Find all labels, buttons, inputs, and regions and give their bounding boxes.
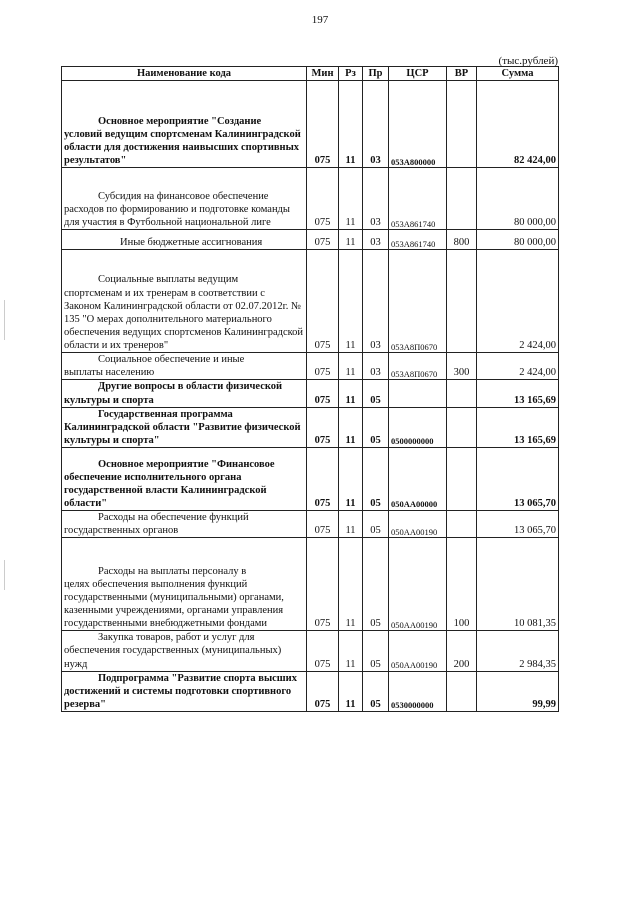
table-row (62, 230, 559, 250)
table-header-row (62, 67, 559, 81)
header-pr: Пр (363, 67, 389, 81)
row-sum: 13 165,69 (477, 407, 559, 447)
page-number: 197 (311, 14, 329, 26)
row-min: 075 (307, 81, 339, 168)
table-row (62, 380, 559, 407)
table-row (62, 353, 559, 380)
row-name (62, 448, 307, 511)
row-name-first-line: Расходы на обеспечение функций (98, 512, 249, 523)
row-pr: 05 (363, 538, 389, 631)
row-vr (447, 407, 477, 447)
row-vr: 200 (447, 631, 477, 671)
row-name-rest: выплаты населению (64, 367, 155, 379)
row-rz: 11 (339, 250, 363, 353)
row-name-rest: достижений и системы подготовки спортивного резерва" (64, 685, 292, 710)
row-name-first-line: Расходы на выплаты персоналу в (98, 565, 247, 577)
row-name-rest: условий ведущим спортсменам Калининградской области для достижения наивысших спортивных результатов" (64, 128, 301, 166)
table-row (62, 448, 559, 511)
row-name (62, 407, 307, 447)
row-vr (447, 671, 477, 711)
row-sum: 10 081,35 (477, 538, 559, 631)
row-name-rest: расходов по формированию и подготовке команды для участия в Футбольной национальной лиге (64, 203, 290, 228)
header-vr: ВР (447, 67, 477, 81)
row-vr (447, 380, 477, 407)
row-rz: 11 (339, 168, 363, 230)
row-vr (447, 250, 477, 353)
row-vr: 100 (447, 538, 477, 631)
row-pr: 05 (363, 631, 389, 671)
row-name-first-line: Другие вопросы в области физической (98, 381, 283, 393)
row-name-rest: спортсменам и их тренерам в соответствии с Законом Калининградской области от 02.07.2012г. № 135 "О мерах дополнительного материального обеспечения ведущих спортсменов Калининградской области и их тренеров" (64, 287, 304, 351)
row-csr (389, 380, 447, 407)
row-rz: 11 (339, 511, 363, 538)
row-sum: 80 000,00 (477, 230, 559, 250)
table-row (62, 538, 559, 631)
scan-margin-mark (4, 300, 5, 340)
row-rz: 11 (339, 407, 363, 447)
row-vr (447, 168, 477, 230)
row-sum: 80 000,00 (477, 168, 559, 230)
row-min: 075 (307, 538, 339, 631)
row-min: 075 (307, 380, 339, 407)
row-pr: 05 (363, 407, 389, 447)
row-name-rest: государственных органов (64, 525, 179, 537)
row-name-first-line: Основное мероприятие "Создание (98, 115, 262, 127)
budget-table (61, 66, 559, 712)
header-name: Наименование кода (62, 67, 307, 81)
row-name-first-line: Иные бюджетные ассигнования (120, 237, 263, 248)
row-pr: 03 (363, 353, 389, 380)
row-pr: 05 (363, 671, 389, 711)
row-sum: 13 065,70 (477, 511, 559, 538)
header-min: Мин (307, 67, 339, 81)
row-sum: 99,99 (477, 671, 559, 711)
row-min: 075 (307, 168, 339, 230)
row-name (62, 671, 307, 711)
row-vr (447, 448, 477, 511)
scan-margin-mark (4, 560, 5, 590)
row-name-first-line: Субсидия на финансовое обеспечение (98, 190, 269, 202)
row-name-rest: обеспечение исполнительного органа государственной власти Калининградской области" (64, 471, 267, 509)
row-name-first-line: Государственная программа (98, 408, 233, 420)
row-rz: 11 (339, 631, 363, 671)
header-sum: Сумма (477, 67, 559, 81)
header-csr: ЦСР (389, 67, 447, 81)
row-pr: 05 (363, 448, 389, 511)
row-name (62, 230, 307, 250)
header-rz: Рз (339, 67, 363, 81)
row-csr: 053А861740 (389, 230, 447, 250)
row-vr: 300 (447, 353, 477, 380)
table-row (62, 631, 559, 671)
row-name-first-line: Социальные выплаты ведущим (98, 274, 239, 286)
row-name-rest: целях обеспечения выполнения функций государственными (муниципальными) органами, казенными учреждениями, органами управления государственными внебюджетными фондами (64, 578, 284, 630)
row-name (62, 353, 307, 380)
row-name-first-line: Подпрограмма "Развитие спорта высших (98, 672, 297, 684)
row-sum: 82 424,00 (477, 81, 559, 168)
row-name (62, 631, 307, 671)
row-name-rest: Калининградской области "Развитие физической культуры и спорта" (64, 421, 301, 446)
table-row (62, 250, 559, 353)
row-rz: 11 (339, 353, 363, 380)
table-row (62, 671, 559, 711)
row-rz: 11 (339, 380, 363, 407)
row-csr: 050АА00190 (389, 631, 447, 671)
row-sum: 2 424,00 (477, 353, 559, 380)
row-csr: 050АА00190 (389, 511, 447, 538)
row-csr: 053А8П0670 (389, 250, 447, 353)
units-label: (тыс.рублей) (498, 55, 558, 67)
row-pr: 03 (363, 81, 389, 168)
row-csr: 053А861740 (389, 168, 447, 230)
row-pr: 05 (363, 380, 389, 407)
row-min: 075 (307, 631, 339, 671)
row-pr: 05 (363, 511, 389, 538)
row-name-first-line: Закупка товаров, работ и услуг для (98, 632, 255, 644)
row-pr: 03 (363, 168, 389, 230)
row-sum: 13 165,69 (477, 380, 559, 407)
row-rz: 11 (339, 81, 363, 168)
row-min: 075 (307, 353, 339, 380)
row-min: 075 (307, 448, 339, 511)
row-sum: 13 065,70 (477, 448, 559, 511)
row-sum: 2 984,35 (477, 631, 559, 671)
row-name (62, 81, 307, 168)
row-name-first-line: Социальное обеспечение и иные (98, 354, 245, 366)
row-name (62, 380, 307, 407)
row-vr (447, 511, 477, 538)
row-rz: 11 (339, 448, 363, 511)
row-name (62, 168, 307, 230)
row-csr: 053А800000 (389, 81, 447, 168)
row-min: 075 (307, 407, 339, 447)
row-csr: 0530000000 (389, 671, 447, 711)
row-pr: 03 (363, 250, 389, 353)
row-name-rest: культуры и спорта (64, 394, 154, 406)
table-row (62, 168, 559, 230)
row-sum: 2 424,00 (477, 250, 559, 353)
table-row (62, 511, 559, 538)
row-csr: 053А8П0670 (389, 353, 447, 380)
row-min: 075 (307, 250, 339, 353)
row-min: 075 (307, 511, 339, 538)
row-vr: 800 (447, 230, 477, 250)
row-name-rest: обеспечения государственных (муниципальных) нужд (64, 645, 282, 670)
row-name (62, 511, 307, 538)
row-name-first-line: Основное мероприятие "Финансовое (98, 458, 275, 470)
row-rz: 11 (339, 230, 363, 250)
row-pr: 03 (363, 230, 389, 250)
row-name (62, 538, 307, 631)
row-csr: 0500000000 (389, 407, 447, 447)
row-csr: 050АА00000 (389, 448, 447, 511)
table-row (62, 407, 559, 447)
row-min: 075 (307, 671, 339, 711)
row-csr: 050АА00190 (389, 538, 447, 631)
table-row (62, 81, 559, 168)
row-rz: 11 (339, 538, 363, 631)
row-name (62, 250, 307, 353)
row-min: 075 (307, 230, 339, 250)
row-rz: 11 (339, 671, 363, 711)
row-vr (447, 81, 477, 168)
